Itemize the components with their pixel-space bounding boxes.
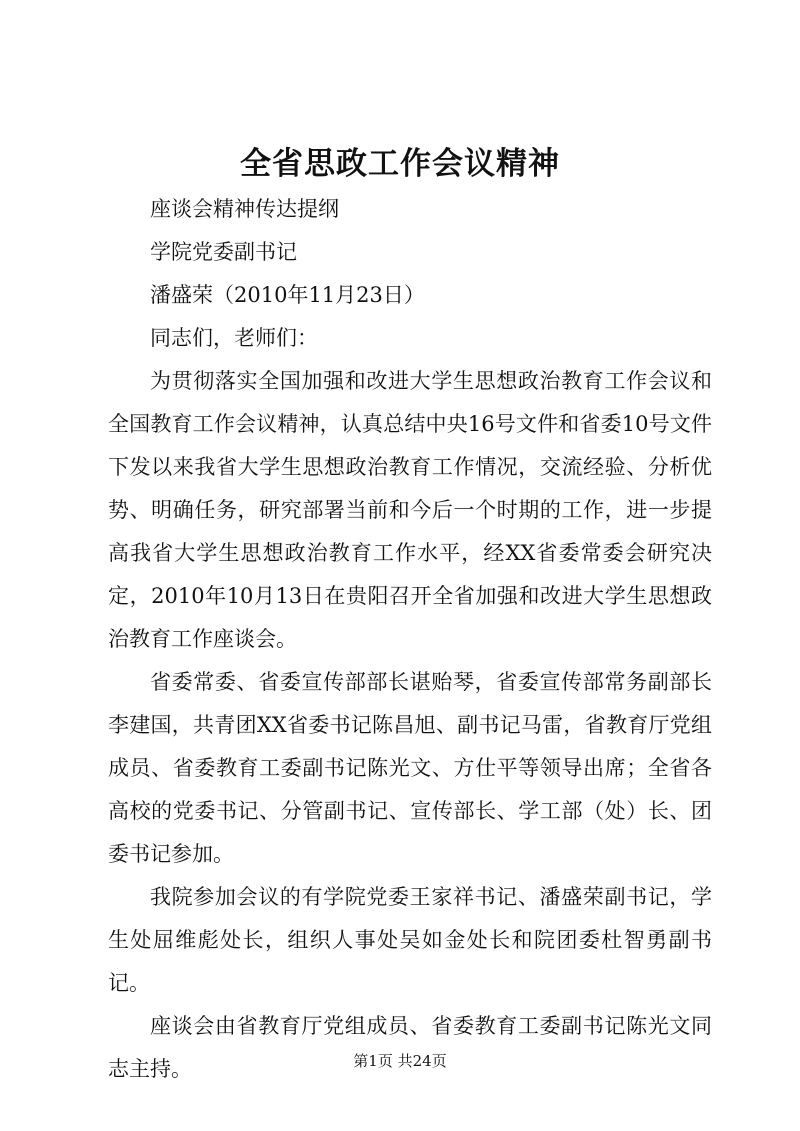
page-number: 第1页 共24页 [353, 1052, 447, 1070]
author-date-line: 潘盛荣（2010年11月23日） [150, 283, 425, 307]
position-line: 学院党委副书记 [150, 240, 297, 264]
body-paragraph: 座谈会由省教育厅党组成员、省委教育工委副书记陈光文同志主持。 [108, 1014, 712, 1081]
body-paragraph: 为贯彻落实全国加强和改进大学生思想政治教育工作会议和全国教育工作会议精神，认真总结中央16号文件和省委10号文件下发以来我省大学生思想政治教育工作情况，交流经验、分析优势、明确任务，研究部署当前和今后一个时期的工作，进一步提高我省大学生思想政治教育工作水平，经XX省委常委会研究决定，2010年10月13日在贵阳召开全省加强和改进大学生思想政治教育工作座谈会。 [108, 369, 712, 651]
salutation-line: 同志们，老师们： [150, 326, 318, 350]
subtitle-line: 座谈会精神传达提纲 [150, 197, 339, 221]
body-paragraph: 省委常委、省委宣传部部长谌贻琴，省委宣传部常务副部长李建国，共青团XX省委书记陈昌旭、副书记马雷，省教育厅党组成员、省委教育工委副书记陈光文、方仕平等领导出席；全省各高校的党委书记、分管副书记、宣传部长、学工部（处）长、团委书记参加。 [108, 670, 712, 866]
body-paragraph: 我院参加会议的有学院党委王家祥书记、潘盛荣副书记，学生处屈维彪处长，组织人事处吴如金处长和院团委杜智勇副书记。 [108, 885, 712, 995]
document-title: 全省思政工作会议精神 [240, 146, 560, 182]
document-body [108, 188, 712, 1091]
